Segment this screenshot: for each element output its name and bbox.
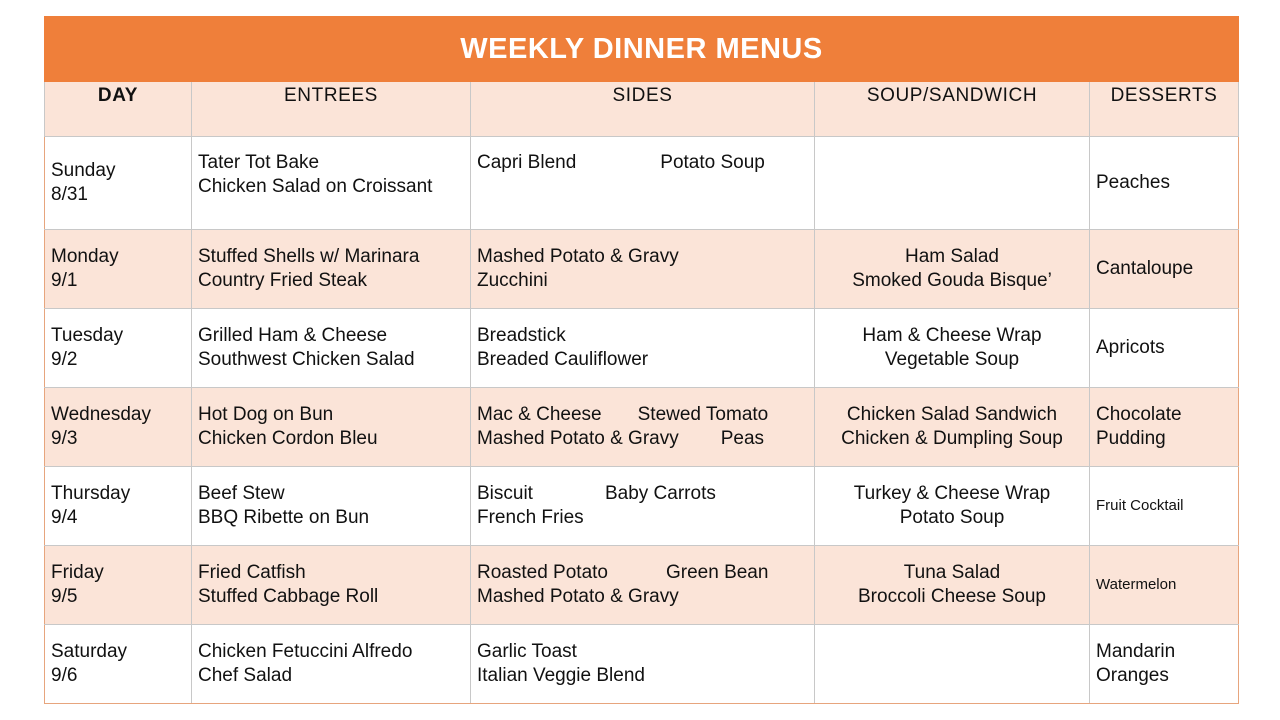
day-name: Tuesday (51, 325, 124, 346)
header-row (45, 82, 1239, 137)
day-name: Monday (51, 246, 119, 267)
entree-item: Chicken Fetuccini Alfredo (198, 641, 413, 662)
day-cell (45, 388, 192, 467)
side-item: Breadstick (477, 325, 566, 346)
soup-sandwich-cell (815, 625, 1090, 704)
soup-sandwich-item: Potato Soup (899, 507, 1005, 528)
entree-item: Beef Stew (198, 483, 285, 504)
day-name: Saturday (51, 641, 128, 662)
header-desserts: DESSERTS (1090, 82, 1239, 137)
sides-cell (471, 230, 815, 309)
sides-cell (471, 309, 815, 388)
soup-sandwich-item: Ham Salad (905, 246, 999, 267)
sides-cell (471, 388, 815, 467)
menu-title: WEEKLY DINNER MENUS (45, 17, 1239, 82)
dessert-cell (1090, 467, 1239, 546)
sides-line (477, 151, 808, 175)
entrees-cell (192, 467, 471, 546)
day-cell (45, 467, 192, 546)
entree-item: Grilled Ham & Cheese (198, 325, 388, 346)
sides-cell (471, 625, 815, 704)
sides-line (477, 561, 808, 585)
menu-row (45, 625, 1239, 704)
dessert-item: Peaches (1096, 172, 1170, 193)
side-item: Capri Blend (477, 152, 577, 173)
menu-body (45, 137, 1239, 704)
day-name: Friday (51, 562, 104, 583)
entrees-cell (192, 546, 471, 625)
dessert-item: Mandarin (1096, 641, 1176, 662)
header-day: DAY (45, 82, 192, 137)
soup-sandwich-cell (815, 230, 1090, 309)
dessert-cell (1090, 137, 1239, 230)
side-item: Stewed Tomato (637, 404, 769, 425)
header-entrees: ENTREES (192, 82, 471, 137)
menu-row (45, 467, 1239, 546)
dessert-item: Fruit Cocktail (1096, 497, 1184, 514)
side-item: Roasted Potato (477, 562, 608, 583)
side-item: Mashed Potato & Gravy (477, 246, 679, 267)
side-item: Breaded Cauliflower (477, 349, 649, 370)
side-item: Garlic Toast (477, 641, 577, 662)
day-cell (45, 625, 192, 704)
dessert-item: Cantaloupe (1096, 258, 1194, 279)
weekly-dinner-menu-table (44, 16, 1239, 704)
sides-line (477, 324, 808, 348)
entree-item: Chicken Cordon Bleu (198, 428, 378, 449)
side-item: French Fries (477, 507, 584, 528)
sides-line (477, 506, 808, 530)
sides-line (477, 427, 808, 451)
soup-sandwich-cell (815, 309, 1090, 388)
entree-item: Hot Dog on Bun (198, 404, 334, 425)
soup-sandwich-item: Vegetable Soup (884, 349, 1020, 370)
soup-sandwich-item: Broccoli Cheese Soup (858, 586, 1046, 607)
side-item: Potato Soup (660, 152, 765, 173)
dessert-item: Watermelon (1096, 576, 1177, 593)
sides-line (477, 245, 808, 269)
entree-item: Country Fried Steak (198, 270, 367, 291)
day-cell (45, 230, 192, 309)
day-date: 9/1 (51, 270, 78, 291)
menu-row (45, 309, 1239, 388)
entree-item: Tater Tot Bake (198, 152, 320, 173)
soup-sandwich-cell (815, 137, 1090, 230)
entree-item: Chicken Salad on Croissant (198, 176, 433, 197)
soup-sandwich-item: Tuna Salad (903, 562, 1001, 583)
dessert-cell (1090, 230, 1239, 309)
entree-item: Chef Salad (198, 665, 293, 686)
sides-line (477, 403, 808, 427)
day-date: 8/31 (51, 184, 88, 205)
soup-sandwich-item: Ham & Cheese Wrap (862, 325, 1042, 346)
sides-cell (471, 137, 815, 230)
sides-line (477, 348, 808, 372)
side-item: Mac & Cheese (477, 404, 602, 425)
day-name: Wednesday (51, 404, 151, 425)
side-item: Mashed Potato & Gravy (477, 428, 679, 449)
dessert-cell (1090, 309, 1239, 388)
header-soup-sandwich: SOUP/SANDWICH (815, 82, 1090, 137)
day-name: Thursday (51, 483, 131, 504)
dessert-item: Chocolate (1096, 404, 1182, 425)
sides-line (477, 585, 808, 609)
day-date: 9/4 (51, 507, 78, 528)
header-sides: SIDES (471, 82, 815, 137)
day-date: 9/5 (51, 586, 78, 607)
day-cell (45, 546, 192, 625)
side-item: Peas (720, 428, 765, 449)
sides-cell (471, 467, 815, 546)
day-date: 9/6 (51, 665, 78, 686)
sides-line (477, 640, 808, 664)
dessert-item: Oranges (1096, 665, 1169, 686)
soup-sandwich-item: Smoked Gouda Bisque’ (852, 270, 1052, 291)
dessert-cell (1090, 546, 1239, 625)
side-item: Baby Carrots (604, 483, 716, 504)
dessert-item: Apricots (1096, 337, 1165, 358)
day-date: 9/3 (51, 428, 78, 449)
soup-sandwich-cell (815, 467, 1090, 546)
day-date: 9/2 (51, 349, 78, 370)
entrees-cell (192, 309, 471, 388)
entrees-cell (192, 230, 471, 309)
soup-sandwich-cell (815, 546, 1090, 625)
day-cell (45, 137, 192, 230)
soup-sandwich-item: Chicken Salad Sandwich (846, 404, 1058, 425)
day-name: Sunday (51, 160, 116, 181)
sides-line (477, 269, 808, 293)
side-item: Biscuit (477, 483, 533, 504)
soup-sandwich-item: Turkey & Cheese Wrap (853, 483, 1051, 504)
entree-item: Stuffed Cabbage Roll (198, 586, 379, 607)
soup-sandwich-cell (815, 388, 1090, 467)
entree-item: Southwest Chicken Salad (198, 349, 415, 370)
soup-sandwich-item: Chicken & Dumpling Soup (841, 428, 1063, 449)
sides-line (477, 482, 808, 506)
entrees-cell (192, 137, 471, 230)
side-item: Green Bean (665, 562, 769, 583)
dessert-cell (1090, 388, 1239, 467)
menu-row (45, 230, 1239, 309)
menu-row (45, 388, 1239, 467)
entree-item: BBQ Ribette on Bun (198, 507, 370, 528)
entree-item: Stuffed Shells w/ Marinara (198, 246, 420, 267)
entree-item: Fried Catfish (198, 562, 306, 583)
sides-line (477, 664, 808, 688)
side-item: Italian Veggie Blend (477, 665, 645, 686)
side-item: Mashed Potato & Gravy (477, 586, 679, 607)
side-item: Zucchini (477, 270, 548, 291)
entrees-cell (192, 625, 471, 704)
menu-row (45, 137, 1239, 230)
day-cell (45, 309, 192, 388)
entrees-cell (192, 388, 471, 467)
sides-cell (471, 546, 815, 625)
dessert-cell (1090, 625, 1239, 704)
dessert-item: Pudding (1096, 428, 1166, 449)
menu-row (45, 546, 1239, 625)
